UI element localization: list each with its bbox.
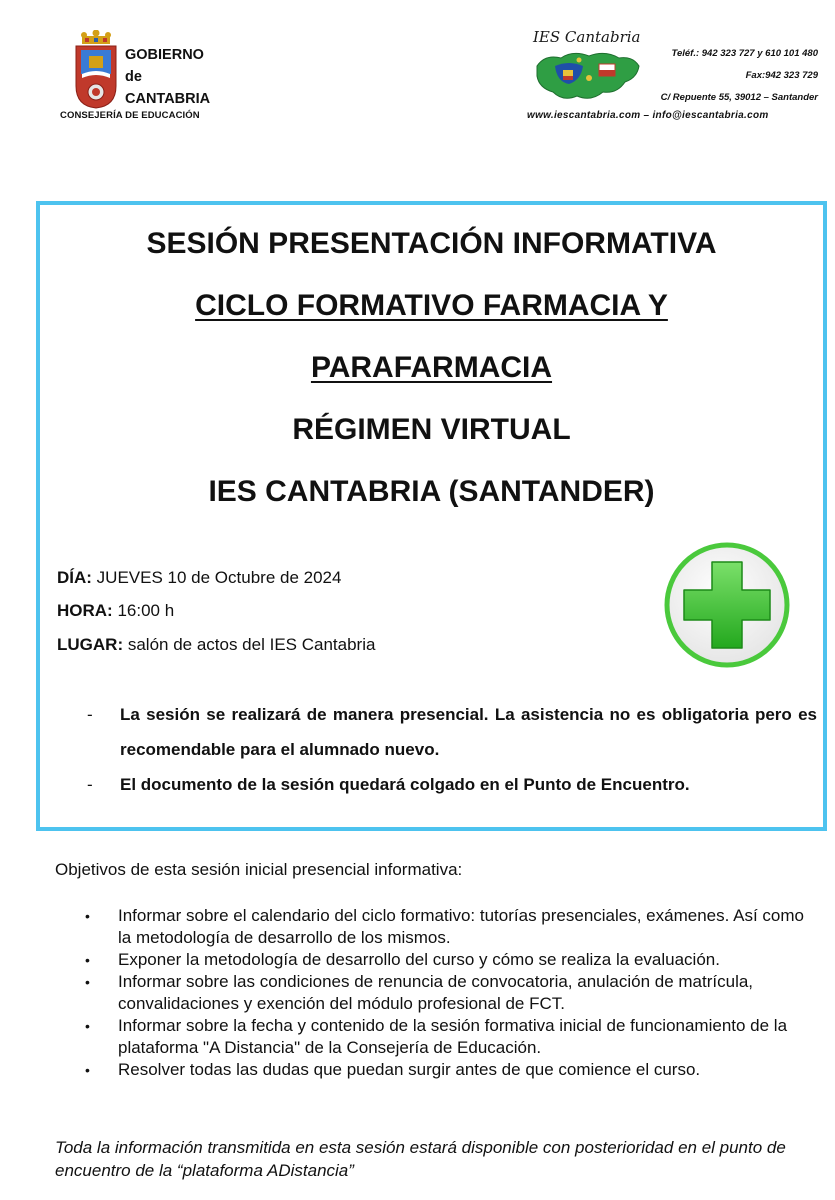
gov-name-line2: de xyxy=(125,69,142,85)
title-line-4: RÉGIMEN VIRTUAL xyxy=(292,413,571,446)
info-date xyxy=(57,568,341,588)
title-line-1: SESIÓN PRESENTACIÓN INFORMATIVA xyxy=(146,227,717,260)
place-label: LUGAR: xyxy=(57,635,124,654)
ies-phone: Teléf.: 942 323 727 y 610 101 480 xyxy=(671,48,818,59)
title-line-2: CICLO FORMATIVO FARMACIA Y xyxy=(195,289,668,322)
session-info-box xyxy=(36,201,827,831)
objective-text: Exponer la metodología de desarrollo del curso y cómo se realiza la evaluación. xyxy=(118,950,720,969)
green-cross-icon xyxy=(662,540,792,670)
objective-item xyxy=(85,1015,805,1059)
bullet-marker: • xyxy=(85,1018,90,1034)
department-name: CONSEJERÍA DE EDUCACIÓN xyxy=(60,110,200,121)
note-text-2: El documento de la sesión quedará colgado en el Punto de Encuentro. xyxy=(120,775,690,794)
objective-item xyxy=(85,949,805,971)
bullet-marker: • xyxy=(85,908,90,924)
objective-text: Informar sobre el calendario del ciclo formativo: tutorías presenciales, exámenes. Así como la metodología de desarrollo de los mismos. xyxy=(118,906,804,947)
info-place xyxy=(57,635,375,655)
time-value: 16:00 h xyxy=(112,601,175,620)
cantabria-map-icon xyxy=(533,44,643,106)
time-label: HORA: xyxy=(57,601,113,620)
gov-name-line1: GOBIERNO xyxy=(125,47,204,63)
title-line-5: IES CANTABRIA (SANTANDER) xyxy=(208,475,655,508)
ies-address: C/ Repuente 55, 39012 – Santander xyxy=(660,92,818,103)
objective-text: Informar sobre la fecha y contenido de la sesión formativa inicial de funcionamiento de la plataforma "A Distancia" de la Consejería de Educación. xyxy=(118,1016,788,1057)
date-value: JUEVES 10 de Octubre de 2024 xyxy=(91,568,342,587)
bullet-marker: • xyxy=(85,952,90,968)
gobierno-cantabria-logo xyxy=(58,30,218,122)
closing-note: Toda la información transmitida en esta sesión estará disponible con posterioridad en el punto de encuentro de la “plataforma ADistancia” xyxy=(55,1138,786,1180)
objectives-list xyxy=(85,905,805,1081)
dash-marker: - xyxy=(87,705,93,724)
note-item-1 xyxy=(87,697,817,767)
bullet-marker: • xyxy=(85,974,90,990)
gov-name xyxy=(125,44,210,110)
gov-name-line3: CANTABRIA xyxy=(125,91,211,107)
ies-wordmark: IES Cantabria xyxy=(533,28,641,46)
note-item-2 xyxy=(87,767,817,802)
ies-fax: Fax:942 323 729 xyxy=(745,70,818,81)
date-label: DÍA: xyxy=(57,568,92,587)
objective-item xyxy=(85,971,805,1015)
ies-web-email: www.iescantabria.com – info@iescantabria.com xyxy=(527,110,769,121)
objective-item xyxy=(85,905,805,949)
place-value: salón de actos del IES Cantabria xyxy=(123,635,376,654)
info-time xyxy=(57,601,174,621)
dash-marker: - xyxy=(87,775,93,794)
title-line-3: PARAFARMACIA xyxy=(310,351,553,384)
objectives-heading: Objetivos de esta sesión inicial presencial informativa: xyxy=(55,860,463,879)
objective-text: Resolver todas las dudas que puedan surgir antes de que comience el curso. xyxy=(118,1060,701,1079)
objective-item xyxy=(85,1059,805,1081)
ies-cantabria-logo xyxy=(525,28,820,128)
objective-text: Informar sobre las condiciones de renuncia de convocatoria, anulación de matrícula, convalidaciones y exención del módulo profesional de FCT. xyxy=(118,972,754,1013)
coat-of-arms-icon xyxy=(72,30,120,110)
bullet-marker: • xyxy=(85,1062,90,1078)
note-text-1: La sesión se realizará de manera presencial. La asistencia no es obligatoria pero es recomendable para el alumnado nuevo. xyxy=(120,705,817,759)
